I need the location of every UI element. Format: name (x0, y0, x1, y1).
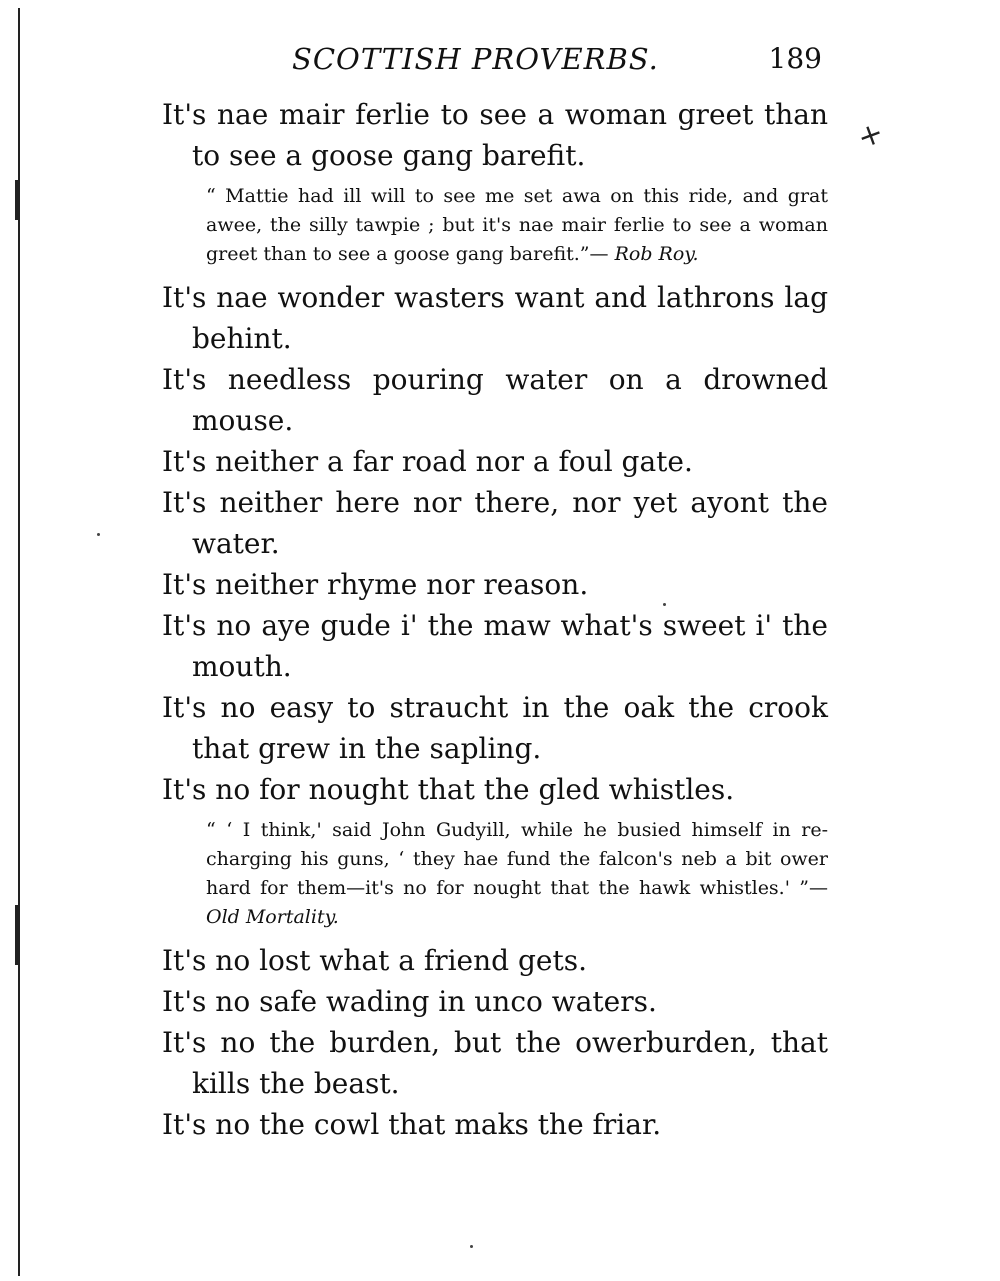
proverb-entry (162, 605, 828, 687)
proverb-entry (162, 940, 828, 981)
proverb-text: It's no for nought that the gled whistles. (162, 773, 735, 806)
proverb-text: It's no the burden, but the owerburden, that kills the beast. (162, 1026, 828, 1100)
proverb-text: It's nae mair ferlie to see a woman greet than to see a goose gang barefit. (162, 98, 828, 172)
running-title: SCOTTISH PROVERBS. (292, 42, 659, 76)
proverb-entry (162, 359, 828, 441)
print-speck (470, 1245, 473, 1248)
illustrative-quote (206, 816, 828, 932)
proverb-text: It's no lost what a friend gets. (162, 944, 587, 977)
proverb-text: It's no easy to straucht in the oak the crook that grew in the sapling. (162, 691, 828, 765)
quote-text: “ Mattie had ill will to see me set awa on this ride, and grat awee, the silly tawpie ; but it's nae mair ferlie to see a woman greet than to see a goose gang barefit.”— (206, 185, 828, 265)
page-number: 189 (768, 42, 822, 75)
proverb-entry (162, 1104, 828, 1145)
proverb-text: It's neither rhyme nor reason. (162, 568, 589, 601)
proverb-entry (162, 277, 828, 359)
page-header (162, 38, 828, 88)
print-speck (97, 533, 100, 536)
binding-mark (15, 180, 19, 220)
proverb-entry (162, 482, 828, 564)
proverb-entry (162, 687, 828, 769)
proverb-text: It's no the cowl that maks the friar. (162, 1108, 662, 1141)
proverb-text: It's no aye gude i' the maw what's sweet i' the mouth. (162, 609, 828, 683)
proverb-entry (162, 769, 828, 932)
proverb-text: It's no safe wading in unco waters. (162, 985, 657, 1018)
proverb-text: It's needless pouring water on a drowned mouse. (162, 363, 828, 437)
illustrative-quote (206, 182, 828, 269)
proverb-text: It's nae wonder wasters want and lathrons lag behint. (162, 281, 828, 355)
margin-annotation: + (852, 114, 889, 157)
proverb-entry (162, 564, 828, 605)
proverb-list (162, 94, 828, 1145)
proverb-entry (162, 441, 828, 482)
proverb-entry (162, 94, 828, 269)
proverb-entry (162, 1022, 828, 1104)
quote-source: Rob Roy. (614, 243, 699, 265)
quote-source: Old Mortality. (206, 906, 339, 928)
binding-mark (15, 905, 19, 965)
book-page (162, 38, 828, 1145)
quote-text: “ ‘ I think,' said John Gudyill, while he busied himself in re-charging his guns, ‘ they hae fund the falcon's neb a bit ower hard for them—it's no for nought that the hawk whistles.' ”— (206, 819, 828, 899)
proverb-text: It's neither a far road nor a foul gate. (162, 445, 693, 478)
proverb-entry (162, 981, 828, 1022)
proverb-text: It's neither here nor there, nor yet ayont the water. (162, 486, 828, 560)
